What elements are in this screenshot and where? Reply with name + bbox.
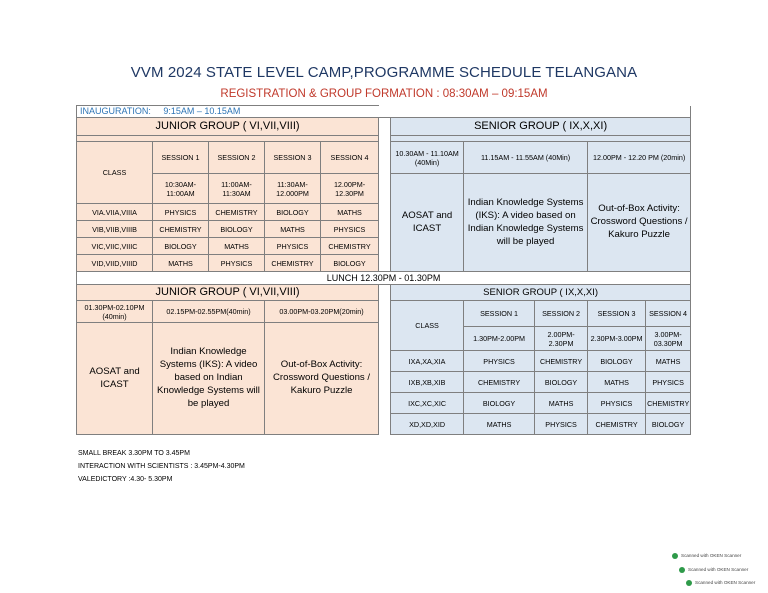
junior-activity-puzzle: Out-of-Box Activity: Crossword Questions / Kakuro Puzzle — [265, 323, 379, 435]
junior-heading: JUNIOR GROUP ( VI,VII,VIII) — [77, 285, 379, 301]
senior-heading: SENIOR GROUP ( IX,X,XI) — [391, 118, 691, 136]
subject-cell: MATHS — [646, 351, 691, 372]
subject-cell: PHYSICS — [265, 238, 321, 255]
session-header: SESSION 4 — [646, 301, 691, 327]
scanner-stamp: Scanned with OKEN Scanner — [686, 580, 755, 586]
subject-cell: BIOLOGY — [646, 414, 691, 435]
subject-cell: CHEMISTRY — [209, 204, 265, 221]
inauguration-label: INAUGURATION: — [80, 106, 151, 116]
class-header: CLASS — [391, 301, 464, 351]
session-time: 3.00PM-03.30PM — [646, 327, 691, 351]
subject-cell: CHEMISTRY — [588, 414, 646, 435]
junior-slot-time: 02.15PM-02.55PM(40min) — [153, 301, 265, 323]
subject-cell: PHYSICS — [321, 221, 379, 238]
gap — [379, 255, 391, 272]
scanner-logo-icon — [686, 580, 692, 586]
inauguration-time: 9:15AM – 10.15AM — [163, 106, 241, 116]
senior-activity-aosat: AOSAT and ICAST — [391, 174, 464, 272]
subject-cell: BIOLOGY — [321, 255, 379, 272]
session-time: 11:30AM-12.000PM — [265, 174, 321, 204]
session-time: 10:30AM-11:00AM — [153, 174, 209, 204]
session-time: 2.30PM-3.00PM — [588, 327, 646, 351]
session-time: 12.00PM-12.30PM — [321, 174, 379, 204]
junior-heading: JUNIOR GROUP ( VI,VII,VIII) — [77, 118, 379, 136]
class-cell: VIA.VIIA,VIIIA — [77, 204, 153, 221]
subject-cell: MATHS — [209, 238, 265, 255]
scanner-logo-icon — [672, 553, 678, 559]
subject-cell: PHYSICS — [153, 204, 209, 221]
scanner-logo-icon — [679, 567, 685, 573]
note-valedictory: VALEDICTORY :4.30- 5.30PM — [78, 476, 173, 483]
session-header: SESSION 2 — [209, 142, 265, 174]
class-cell: VIC,VIIC,VIIIC — [77, 238, 153, 255]
junior-slot-time: 01.30PM-02.10PM (40min) — [77, 301, 153, 323]
senior-slot-time: 11.15AM - 11.55AM (40Min) — [464, 142, 588, 174]
junior-activity-aosat: AOSAT and ICAST — [77, 323, 153, 435]
inauguration-filler — [379, 106, 691, 118]
class-cell: VIB,VIIB,VIIIB — [77, 221, 153, 238]
subject-cell: CHEMISTRY — [464, 372, 535, 393]
subject-cell: PHYSICS — [588, 393, 646, 414]
inauguration — [77, 106, 379, 118]
senior-slot-time: 12.00PM - 12.20 PM (20min) — [588, 142, 691, 174]
subject-cell: MATHS — [535, 393, 588, 414]
class-cell: IXA,XA,XIA — [391, 351, 464, 372]
subject-cell: BIOLOGY — [153, 238, 209, 255]
subject-cell: MATHS — [588, 372, 646, 393]
subject-cell: MATHS — [153, 255, 209, 272]
lunch-break: LUNCH 12.30PM - 01.30PM — [77, 272, 691, 285]
subject-cell: BIOLOGY — [535, 372, 588, 393]
subject-cell: MATHS — [321, 204, 379, 221]
gap — [379, 118, 391, 255]
subject-cell: CHEMISTRY — [646, 393, 691, 414]
subject-cell: CHEMISTRY — [265, 255, 321, 272]
footer-notes — [78, 447, 245, 486]
class-cell: XD,XD,XID — [391, 414, 464, 435]
page-title: VVM 2024 STATE LEVEL CAMP,PROGRAMME SCHEDULE TELANGANA — [130, 64, 638, 81]
class-cell: VID,VIID,VIIID — [77, 255, 153, 272]
junior-slot-time: 03.00PM-03.20PM(20min) — [265, 301, 379, 323]
session-header: SESSION 1 — [464, 301, 535, 327]
gap — [379, 285, 391, 435]
senior-heading: SENIOR GROUP ( IX,X,XI) — [391, 285, 691, 301]
scanner-stamp: Scanned with OKEN Scanner — [679, 567, 748, 573]
senior-activity-puzzle: Out-of-Box Activity: Crossword Questions / Kakuro Puzzle — [588, 174, 691, 272]
session-time: 2.00PM-2.30PM — [535, 327, 588, 351]
subject-cell: CHEMISTRY — [321, 238, 379, 255]
subject-cell: PHYSICS — [209, 255, 265, 272]
schedule-table — [76, 105, 691, 435]
subject-cell: PHYSICS — [464, 351, 535, 372]
session-time: 1.30PM-2.00PM — [464, 327, 535, 351]
class-header: CLASS — [77, 142, 153, 204]
session-header: SESSION 3 — [265, 142, 321, 174]
session-time: 11:00AM-11:30AM — [209, 174, 265, 204]
note-small-break: SMALL BREAK 3.30PM TO 3.45PM — [78, 450, 190, 457]
subject-cell: CHEMISTRY — [535, 351, 588, 372]
subject-cell: BIOLOGY — [265, 204, 321, 221]
subject-cell: PHYSICS — [646, 372, 691, 393]
session-header: SESSION 3 — [588, 301, 646, 327]
subject-cell: BIOLOGY — [588, 351, 646, 372]
junior-activity-iks: Indian Knowledge Systems (IKS): A video based on Indian Knowledge Systems will be played — [153, 323, 265, 435]
subject-cell: CHEMISTRY — [153, 221, 209, 238]
subject-cell: BIOLOGY — [209, 221, 265, 238]
class-cell: IXB,XB,XIB — [391, 372, 464, 393]
subject-cell: PHYSICS — [535, 414, 588, 435]
subject-cell: MATHS — [464, 414, 535, 435]
session-header: SESSION 4 — [321, 142, 379, 174]
scanner-stamp: Scanned with OKEN Scanner — [672, 553, 741, 559]
session-header: SESSION 1 — [153, 142, 209, 174]
senior-slot-time: 10.30AM - 11.10AM (40Min) — [391, 142, 464, 174]
senior-activity-iks: Indian Knowledge Systems (IKS): A video based on Indian Knowledge Systems will be played — [464, 174, 588, 272]
class-cell: IXC,XC,XIC — [391, 393, 464, 414]
note-interaction: INTERACTION WITH SCIENTISTS : 3.45PM-4.30PM — [78, 463, 245, 470]
session-header: SESSION 2 — [535, 301, 588, 327]
subject-cell: MATHS — [265, 221, 321, 238]
registration-time: REGISTRATION & GROUP FORMATION : 08:30AM – 09:15AM — [220, 88, 548, 100]
subject-cell: BIOLOGY — [464, 393, 535, 414]
